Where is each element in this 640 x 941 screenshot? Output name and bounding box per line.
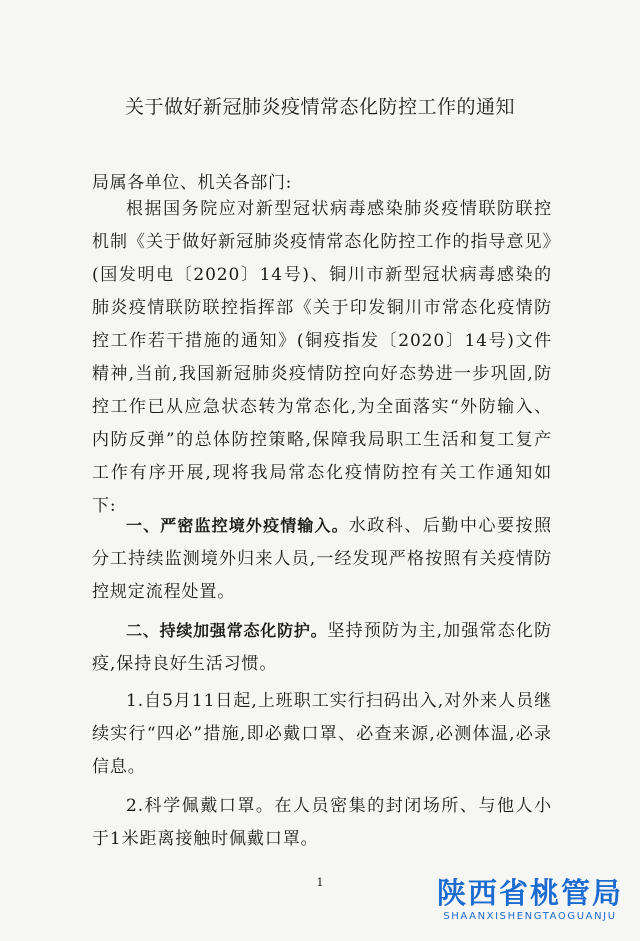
watermark-main-text: 陕西省桃管局 bbox=[436, 876, 623, 910]
paragraph-item-one: 1.自5月11日起,上班职工实行扫码出入,对外来人员继续实行“四必”措施,即必戴口罩、必查来源,必测体温,必录信息。 bbox=[92, 691, 552, 777]
paragraph-item-two: 2.科学佩戴口罩。在人员密集的封闭场所、与他人小于1米距离接触时佩戴口罩。 bbox=[92, 796, 552, 849]
document-title: 关于做好新冠肺炎疫情常态化防控工作的通知 bbox=[124, 96, 515, 118]
page-number: 1 bbox=[316, 876, 324, 889]
section-one-body: 水政科、后勤中心要按照分工持续监测境外归来人员,一经发现严格按照有关疫情防控规定流程处置。 bbox=[92, 516, 552, 602]
section-two-heading: 二、持续加强常态化防护。 bbox=[126, 621, 328, 640]
watermark-sub-text: SHAANXISHENGTAOGUANJU bbox=[443, 911, 617, 922]
section-two-body: 坚持预防为主,加强常态化防疫,保持良好生活习惯。 bbox=[92, 621, 552, 674]
paragraph-section-one bbox=[92, 509, 552, 609]
salutation: 局属各单位、机关各部门: bbox=[92, 173, 292, 193]
paragraph-background: 根据国务院应对新型冠状病毒感染肺炎疫情联防联控机制《关于做好新冠肺炎疫情常态化防控工作的指导意见》(国发明电〔2020〕14号)、铜川市新型冠状病毒感染的肺炎疫情联防联控指挥部《关于印发铜川市常态化疫情防控工作若干措施的通知》(铜疫指发〔2020〕14号)文件精神,当前,我国新冠肺炎疫情防控向好态势进一步巩固,防控工作已从应急状态转为常态化,为全面落实“外防输入、内防反弹”的总体防控策略,保障我局职工生活和复工复产工作有序开展,现将我局常态化疫情防控有关工作通知如下: bbox=[92, 199, 552, 516]
paragraph-section-two bbox=[92, 614, 552, 681]
section-one-heading: 一、严密监控境外疫情输入。 bbox=[126, 516, 349, 535]
watermark-logo bbox=[430, 876, 630, 924]
